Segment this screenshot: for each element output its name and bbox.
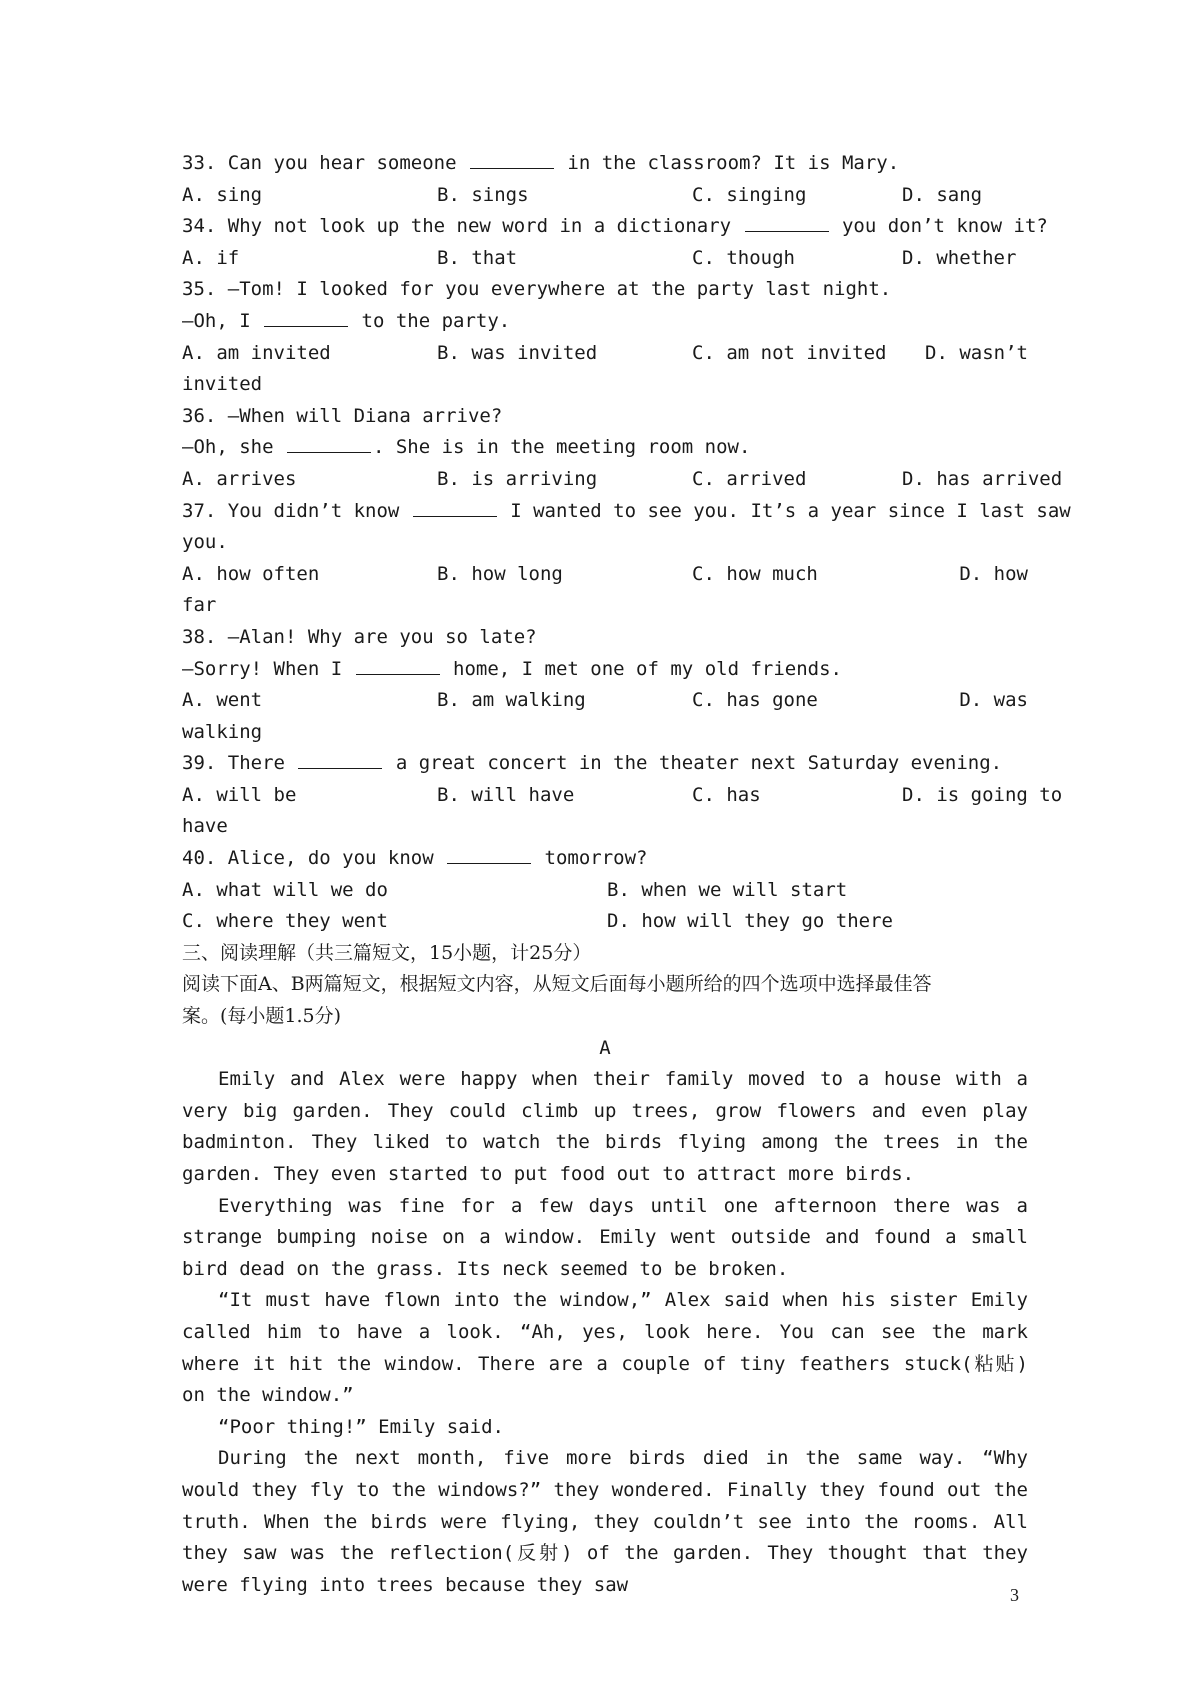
- option-c: C. singing: [692, 183, 807, 206]
- passage-paragraph: Everything was fine for a few days until one afternoon there was a strange bumping noise on a window. Emily went outside and found a small bird dead on the grass. Its neck seemed to be broken.: [182, 1194, 1028, 1280]
- question-text: you don’t know it?: [830, 215, 1048, 238]
- answer-blank: [470, 148, 554, 169]
- option-d: D. was: [959, 689, 1028, 712]
- question-text: 33. Can you hear someone: [182, 152, 468, 174]
- options-37: [182, 559, 1028, 591]
- option-a: A. how often: [182, 562, 320, 585]
- options-38: [182, 685, 1028, 717]
- section-instruction-cont: 案。(每小题1.5分): [182, 1005, 342, 1028]
- section-instruction: 阅读下面A、B两篇短文，根据短文内容，从短文后面每小题所给的四个选项中选择最佳答: [182, 973, 932, 996]
- options-34: [182, 243, 1028, 275]
- question-text: —Oh, she: [182, 436, 285, 459]
- options-40-row-1: [182, 875, 1028, 907]
- question-36-lead: 36. —When will Diana arrive?: [182, 404, 503, 427]
- option-wrap: invited: [182, 373, 263, 396]
- question-text: 40. Alice, do you know: [182, 847, 446, 870]
- question-text: home, I met one of my old friends.: [441, 657, 842, 680]
- option-d: D. is going to: [902, 783, 1063, 806]
- option-c: C. though: [692, 246, 795, 269]
- option-d: D. has arrived: [902, 467, 1063, 490]
- option-c: C. how much: [692, 562, 818, 585]
- option-b: B. is arriving: [437, 467, 598, 490]
- option-b: B. was invited: [437, 341, 598, 364]
- question-text: . She is in the meeting room now.: [372, 436, 751, 459]
- question-37: [182, 496, 1071, 528]
- option-c: C. has gone: [692, 689, 818, 712]
- passage-paragraph: Emily and Alex were happy when their family moved to a house with a very big garden. They could climb up trees, grow flowers and even play badminton. They liked to watch the birds flying among the trees in the garden. They even started to put food out to attract more birds.: [182, 1068, 1028, 1185]
- question-35-lead: 35. —Tom! I looked for you everywhere at the party last night.: [182, 278, 892, 301]
- question-text: —Sorry! When I: [182, 657, 354, 680]
- question-text: tomorrow?: [533, 847, 648, 870]
- question-39: [182, 748, 1028, 780]
- options-40-row-2: [182, 906, 1028, 938]
- option-d: D. how will they go there: [607, 910, 893, 933]
- question-40: [182, 843, 1028, 875]
- passage-paragraph: During the next month, five more birds died in the same way. “Why would they fly to the windows?” they wondered. Finally they found out the truth. When the birds were flying, they couldn’t see into the rooms. All they saw was the reflection(反射) of the garden. They thought that they were flying into trees because they saw: [182, 1447, 1028, 1596]
- option-b: B. sings: [437, 183, 529, 206]
- section-heading: 三、阅读理解（共三篇短文，15小题，计25分）: [182, 941, 592, 964]
- question-34: [182, 211, 1048, 243]
- option-b: B. how long: [437, 562, 563, 585]
- option-d: D. wasn’t: [925, 341, 1028, 364]
- option-d: D. sang: [902, 183, 983, 206]
- answer-blank: [745, 211, 829, 232]
- options-35: [182, 338, 1028, 370]
- options-39: [182, 780, 1063, 812]
- passage-label: A: [599, 1036, 611, 1059]
- document-page: [182, 148, 1071, 1601]
- option-b: B. am walking: [437, 689, 586, 712]
- answer-blank: [413, 496, 497, 517]
- option-a: A. am invited: [182, 341, 331, 364]
- answer-blank: [298, 748, 382, 769]
- options-36: [182, 464, 1063, 496]
- question-38: [182, 654, 1028, 686]
- option-c: C. has: [692, 783, 761, 806]
- question-36: [182, 432, 1028, 464]
- answer-blank: [287, 432, 371, 453]
- question-text: in the classroom? It is Mary.: [555, 152, 900, 174]
- question-text: 37. You didn’t know: [182, 499, 411, 522]
- option-c: C. am not invited: [692, 341, 887, 364]
- passage-paragraph: “Poor thing!” Emily said.: [218, 1415, 504, 1438]
- option-wrap: have: [182, 815, 228, 838]
- question-33: [182, 148, 1028, 180]
- question-text: 39. There: [182, 752, 297, 775]
- options-33: [182, 180, 1028, 212]
- option-d: D. whether: [902, 246, 1017, 269]
- option-a: A. if: [182, 246, 240, 269]
- option-b: B. will have: [437, 783, 575, 806]
- option-wrap: far: [182, 594, 217, 617]
- answer-blank: [447, 843, 531, 864]
- question-text: I wanted to see you. It’s a year since I last saw: [498, 499, 1071, 522]
- question-text: —Oh, I: [182, 309, 263, 332]
- option-d: D. how: [959, 562, 1028, 585]
- question-35: [182, 306, 1028, 338]
- page-number: 3: [1010, 1585, 1019, 1605]
- option-a: A. will be: [182, 783, 297, 806]
- option-c: C. where they went: [182, 910, 388, 933]
- question-text: to the party.: [350, 309, 511, 332]
- option-c: C. arrived: [692, 467, 807, 490]
- option-a: A. what will we do: [182, 878, 388, 901]
- option-b: B. that: [437, 246, 518, 269]
- question-text: 34. Why not look up the new word in a dictionary: [182, 215, 743, 238]
- question-38-lead: 38. —Alan! Why are you so late?: [182, 625, 537, 648]
- option-wrap: walking: [182, 720, 263, 743]
- option-a: A. sing: [182, 183, 263, 206]
- passage-paragraph: “It must have flown into the window,” Alex said when his sister Emily called him to have a look. “Ah, yes, look here. You can see the mark where it hit the window. There are a couple of tiny feathers stuck(粘贴) on the window.”: [182, 1289, 1028, 1407]
- answer-blank: [356, 654, 440, 675]
- option-a: A. went: [182, 689, 263, 712]
- question-text: a great concert in the theater next Saturday evening.: [384, 752, 1003, 775]
- option-a: A. arrives: [182, 467, 297, 490]
- question-37-wrap: you.: [182, 531, 228, 554]
- option-b: B. when we will start: [607, 878, 848, 901]
- answer-blank: [264, 306, 348, 327]
